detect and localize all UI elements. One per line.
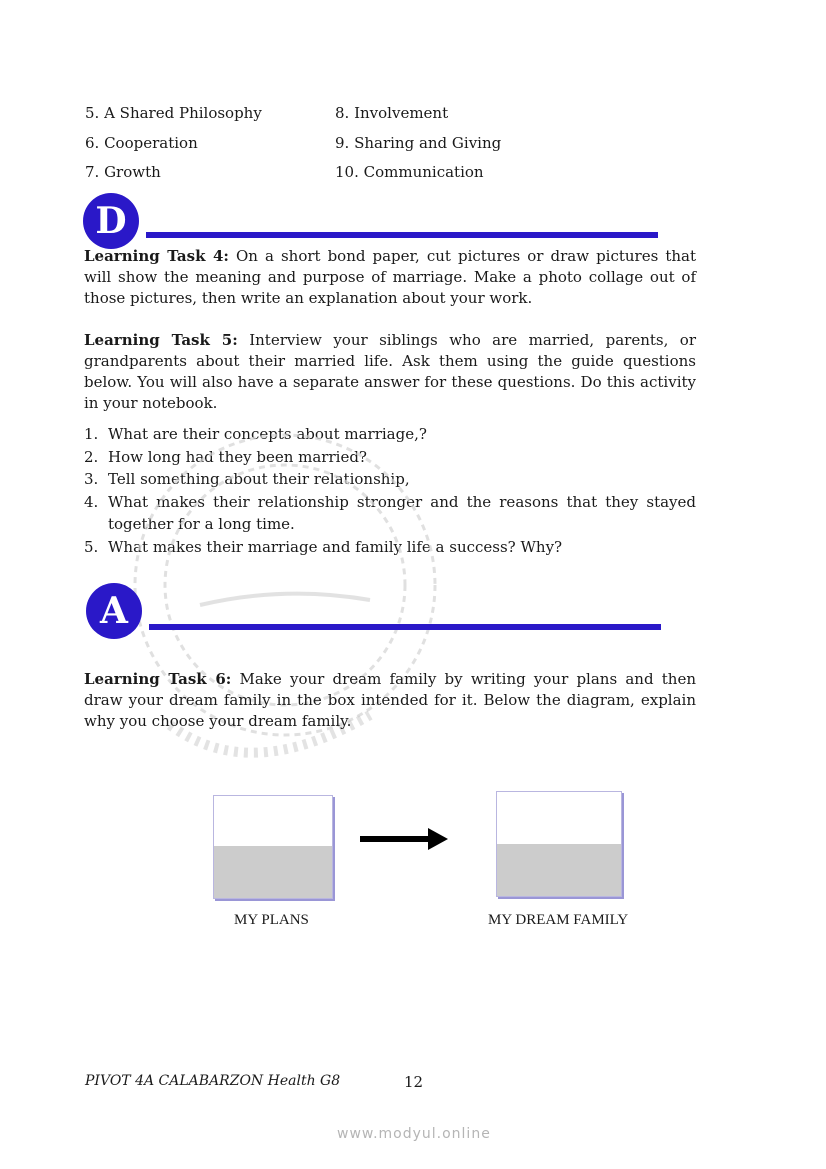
my-plans-caption: MY PLANS: [234, 912, 309, 928]
section-a-badge: A: [86, 583, 142, 639]
question-number: 2.: [84, 447, 99, 466]
dream-family-caption: MY DREAM FAMILY: [488, 912, 629, 928]
question-number: 1.: [84, 425, 99, 443]
section-d-badge: D: [83, 193, 139, 249]
question-text: What makes their marriage and family life a success? Why?: [108, 537, 563, 556]
question-text: What are their concepts about marriage,?: [108, 425, 427, 443]
task5-label: Learning Task 5:: [84, 331, 238, 349]
dream-family-box: [496, 791, 622, 897]
list-item: 6. Cooperation: [85, 134, 198, 152]
section-a-rule: [149, 624, 661, 630]
task4-text: On a short bond paper, cut pictures or draw pictures that will show the meaning and purpose of marriage. Make a photo collage out of those pictures, then write an explanation about your work.: [84, 247, 696, 307]
page-number: 12: [404, 1073, 424, 1091]
question-text: Tell something about their relationship,: [108, 470, 410, 488]
task4-paragraph: [84, 246, 696, 309]
list-item: 7. Growth: [85, 163, 161, 181]
arrow-right-icon: [360, 828, 450, 850]
question-number: 5.: [84, 537, 99, 556]
task6-paragraph: [84, 669, 696, 732]
task5-text: Interview your siblings who are married, parents, or grandparents about their married life. Ask them using the guide questions below. You will also have a separate answer for these questions. Do this activity in your notebook.: [84, 331, 696, 412]
question-number: 4.: [84, 492, 99, 511]
my-plans-box: [213, 795, 333, 899]
section-d-rule: [146, 232, 658, 238]
question-text: How long had they been married?: [108, 447, 367, 466]
site-watermark: www.modyul.online: [337, 1126, 491, 1142]
question-number: 3.: [84, 470, 99, 488]
list-item: 9. Sharing and Giving: [335, 134, 502, 152]
question-text: What makes their relationship stronger and the reasons that they stayed together for a long time.: [108, 492, 696, 533]
box-fill: [497, 844, 621, 896]
footer-title: PIVOT 4A CALABARZON Health G8: [85, 1073, 341, 1089]
task6-text: Make your dream family by writing your plans and then draw your dream family in the box intended for it. Below the diagram, explain why you choose your dream family.: [84, 670, 696, 730]
list-item: 8. Involvement: [335, 104, 449, 122]
task6-label: Learning Task 6:: [84, 670, 232, 688]
list-item: 10. Communication: [335, 163, 484, 181]
task4-label: Learning Task 4:: [84, 247, 229, 265]
list-item: 5. A Shared Philosophy: [85, 104, 262, 122]
box-fill: [214, 846, 332, 898]
